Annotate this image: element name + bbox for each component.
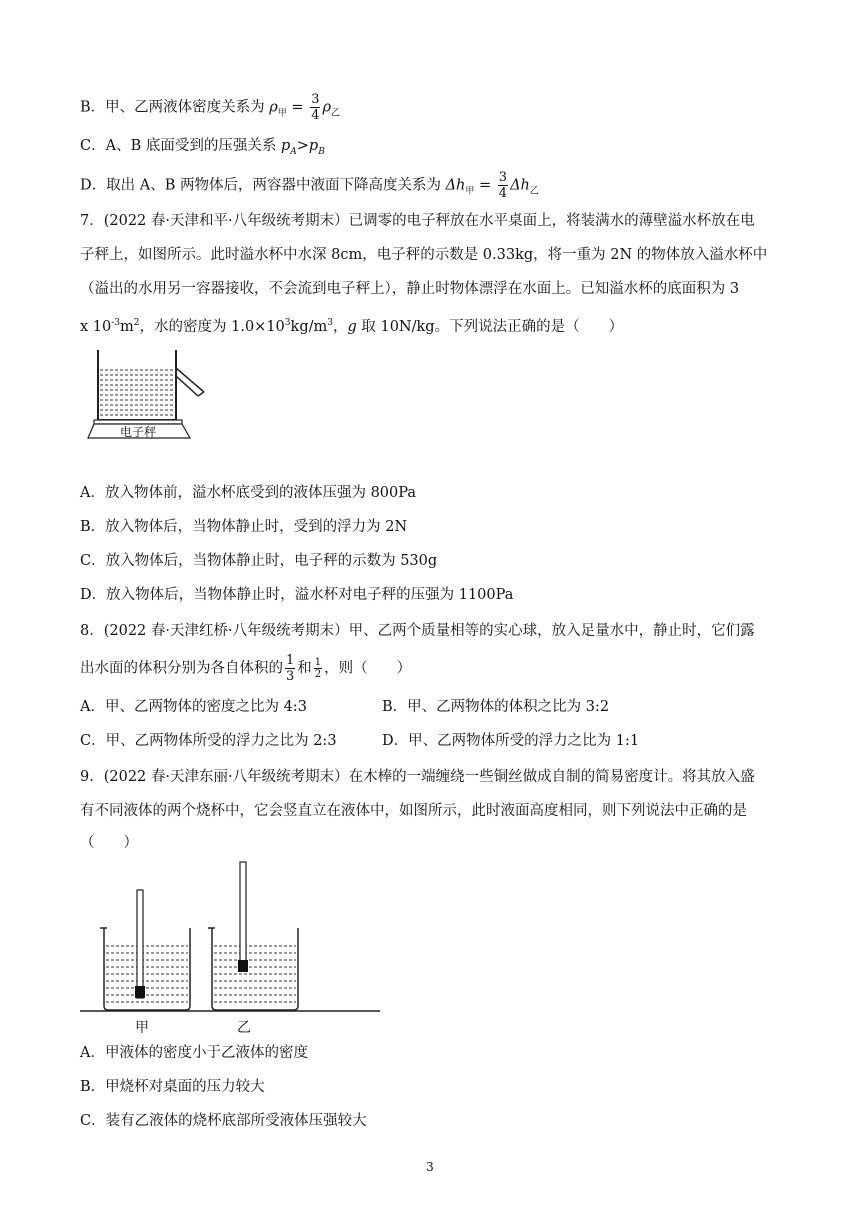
spout-bottom	[176, 376, 198, 396]
beaker-right	[208, 862, 298, 1010]
q8-option-a: A．甲、乙两物体的密度之比为 4:3	[80, 699, 307, 715]
q8-stem-line2: 出水面的体积分别为各自体积的 $\frac{1}{3}$ 和 $\frac{1}{2}$ ，则（ ）	[80, 653, 412, 684]
beaker-label-right: 乙	[237, 1020, 251, 1036]
q9-stem-line2: 有不同液体的两个烧杯中，它会竖直立在液体中，如图所示，此时液面高度相同，则下列说法中正确的是	[80, 803, 747, 819]
spout-end	[198, 392, 204, 396]
subscript: 乙	[331, 108, 341, 119]
q8-option-c: C．甲、乙两物体所受的浮力之比为 2:3	[80, 733, 337, 749]
q6-option-c: C．A、B 底面受到的压强关系 $p_A>p_B$	[80, 138, 325, 157]
rho-symbol: ρ	[269, 99, 278, 116]
liquid-right	[214, 946, 296, 1002]
fraction: $\frac{3}{4}$	[311, 92, 320, 123]
q7-option-c: C．放入物体后，当物体静止时，电子秤的示数为 530g	[80, 553, 438, 569]
fraction: $\frac{3}{4}$	[498, 170, 508, 201]
q6-option-b	[80, 92, 340, 123]
equals-sign: =	[291, 99, 304, 116]
q7-stem-line4: x $10^{-3}m^2$，水的密度为 $1.0\times 10^3kg/m^3$，g 取 10N/kg。下列说法正确的是（ ）	[80, 318, 624, 335]
densimeter-stick-left	[137, 890, 143, 998]
scale-label: 电子秤	[119, 425, 157, 439]
q7-stem-line1: 7．(2022 春·天津和平·八年级统考期末）已调零的电子秤放在水平桌面上，将装满水的薄壁溢水杯放在电	[80, 213, 755, 229]
q6-option-d-text: D．取出 A、B 两物体后，两容器中液面下降高度关系为	[80, 177, 441, 194]
q7-option-d: D．放入物体后，当物体静止时，溢水杯对电子秤的压强为 1100Pa	[80, 587, 514, 603]
water	[100, 370, 174, 415]
liquid-left	[106, 946, 188, 1002]
densimeter-figure	[80, 858, 380, 1042]
q7-stem-line3: （溢出的水用另一容器接收，不会流到电子秤上），静止时物体漂浮在水面上。已知溢水杯的底面积为 3	[80, 281, 740, 297]
q6-option-c-text: C．A、B 底面受到的压强关系	[80, 138, 277, 154]
q9-stem-line3: （ ）	[80, 835, 138, 851]
q9-option-a: A．甲液体的密度小于乙液体的密度	[80, 1045, 308, 1061]
densimeter-stick-right	[240, 862, 246, 970]
q6-option-d: D．取出 A、B 两物体后，两容器中液面下降高度关系为 $\Delta h_甲$ = $\frac{3}{4}$ $\Delta h_乙$	[80, 170, 539, 201]
q6-option-b-text: B．甲、乙两液体密度关系为	[80, 99, 265, 116]
q8-stem-line1: 8．(2022 春·天津红桥·八年级统考期末）甲、乙两个质量相等的实心球，放入足量水中，静止时，它们露	[80, 623, 755, 639]
copper-wire-left	[135, 986, 145, 998]
page-number: 3	[426, 1160, 434, 1174]
q8-option-b: B．甲、乙两物体的体积之比为 3:2	[382, 699, 610, 715]
q7-stem-line2: 子秤上，如图所示。此时溢水杯中水深 8cm，电子秤的示数是 0.33kg，将一重为 2N 的物体放入溢水杯中	[80, 247, 768, 263]
overflow-cup-figure	[82, 346, 214, 442]
q7-option-a: A．放入物体前，溢水杯底受到的液体压强为 800Pa	[80, 485, 417, 501]
q9-stem-line1: 9．(2022 春·天津东丽·八年级统考期末）在木棒的一端缠绕一些铜丝做成自制的简易密度计。将其放入盛	[80, 769, 755, 785]
subscript: 甲	[277, 108, 287, 119]
fraction-one-third: $\frac{1}{3}$	[286, 653, 295, 684]
beaker-label-left: 甲	[135, 1020, 149, 1036]
q7-option-b: B．放入物体后，当物体静止时，受到的浮力为 2N	[80, 519, 408, 535]
q8-option-d: D．甲、乙两物体所受的浮力之比为 1:1	[382, 733, 640, 749]
rho-symbol: ρ	[322, 99, 331, 116]
q9-option-b: B．甲烧杯对桌面的压力较大	[80, 1079, 265, 1095]
scale-plate	[94, 420, 182, 424]
q9-option-c: C．装有乙液体的烧杯底部所受液体压强较大	[80, 1113, 367, 1129]
beaker-left	[100, 890, 190, 1010]
copper-wire-right	[238, 960, 248, 972]
fraction-one-half: $\frac{1}{2}$	[314, 657, 322, 680]
